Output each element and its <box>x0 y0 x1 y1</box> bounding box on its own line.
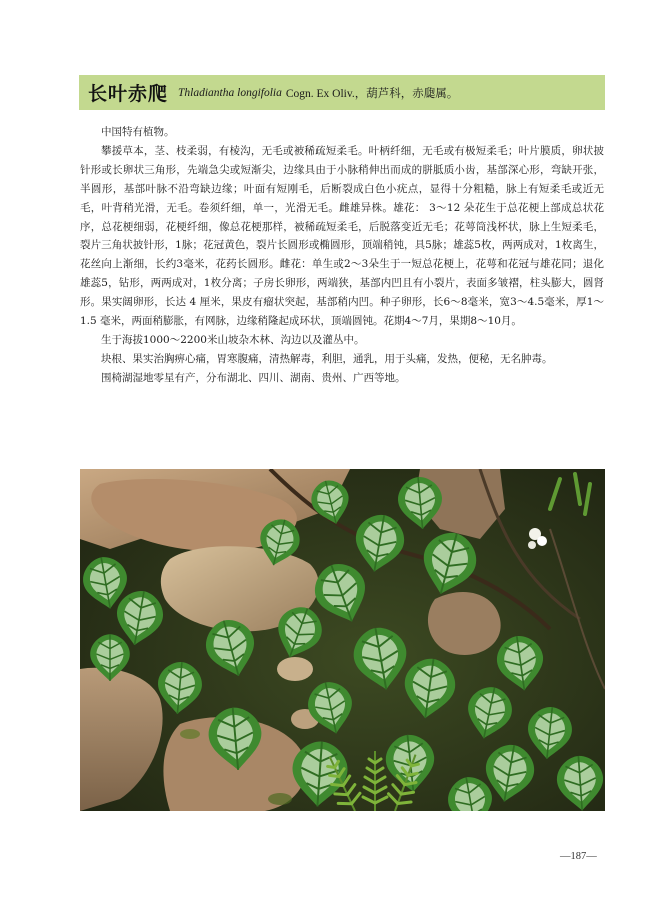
paragraph-endemic: 中国特有植物。 <box>101 126 175 138</box>
species-authority-family: Cogn. Ex Oliv.，葫芦科，赤瓟属。 <box>285 87 459 100</box>
paragraph-distribution: 围椅湖湿地零星有产，分布湖北、四川、湖南、贵州、广西等地。 <box>101 371 406 384</box>
species-chinese-name: 长叶赤爬 <box>88 83 169 105</box>
paragraph-morphology: 攀援草本，茎、枝柔弱，有棱沟，无毛或被稀疏短柔毛。叶柄纤细，无毛或有极短柔毛；叶片膜质，卵状披针形或长卵状三角形，先端急尖或短渐尖，边缘具由于小脉稍伸出而成的胼胝质小齿，基部深心形，弯缺开张，半圆形，基部叶脉不沿弯缺边缘；叶面有短刚毛，后断裂成白色小疣点，显得十分粗糙，脉上有短柔毛或近无毛，叶背稍光滑，无毛。卷须纤细，单一，光滑无毛。雌雄异株。雄花： 3～12 朵花生于总花梗上部成总状花序，总花梗细弱，花梗纤细，像总花梗那样，被稀疏短柔毛，后脱落变近无毛；花萼筒浅杯状，脉上生短柔毛，裂片三角状披针形，1脉；花冠黄色，裂片长圆形或椭圆形，顶端稍钝，具5脉；雄蕊5枚，两两成对，1枚离生，花丝向上渐细，长约3毫米，花药长圆形。雌花：单生或2～3朵生于一短总花梗上，花萼和花冠与雄花同；退化雄蕊5，钻形，两两成对，1枚分离；子房长卵形，两端狭，基部内凹且有小裂片，表面多皱褶，柱头膨大，圆肾形。果实阔卵形，长达 4 厘米，果皮有瘤状突起，基部稍内凹。种子卵形，长6～8毫米，宽3～4.5毫米，厚1～1.5 毫米，两面稍膨胀，有网脉，边缘稍隆起成环状，顶端圆钝。花期4～7月，果期8～10月。 <box>80 144 604 328</box>
plant-photo <box>80 469 605 811</box>
species-description <box>80 123 604 388</box>
title-bar <box>79 75 605 110</box>
paragraph-uses: 块根、果实治胸痹心痛，胃寒腹痛，清热解毒，利胆，通乳，用于头痛，发热，便秘，无名肿毒。 <box>101 352 553 365</box>
page-number: —187— <box>560 851 597 862</box>
paragraph-habitat: 生于海拔1000～2200米山坡杂木林、沟边以及灌丛中。 <box>101 333 365 346</box>
species-latin-name: Thladiantha longifolia <box>178 86 282 99</box>
